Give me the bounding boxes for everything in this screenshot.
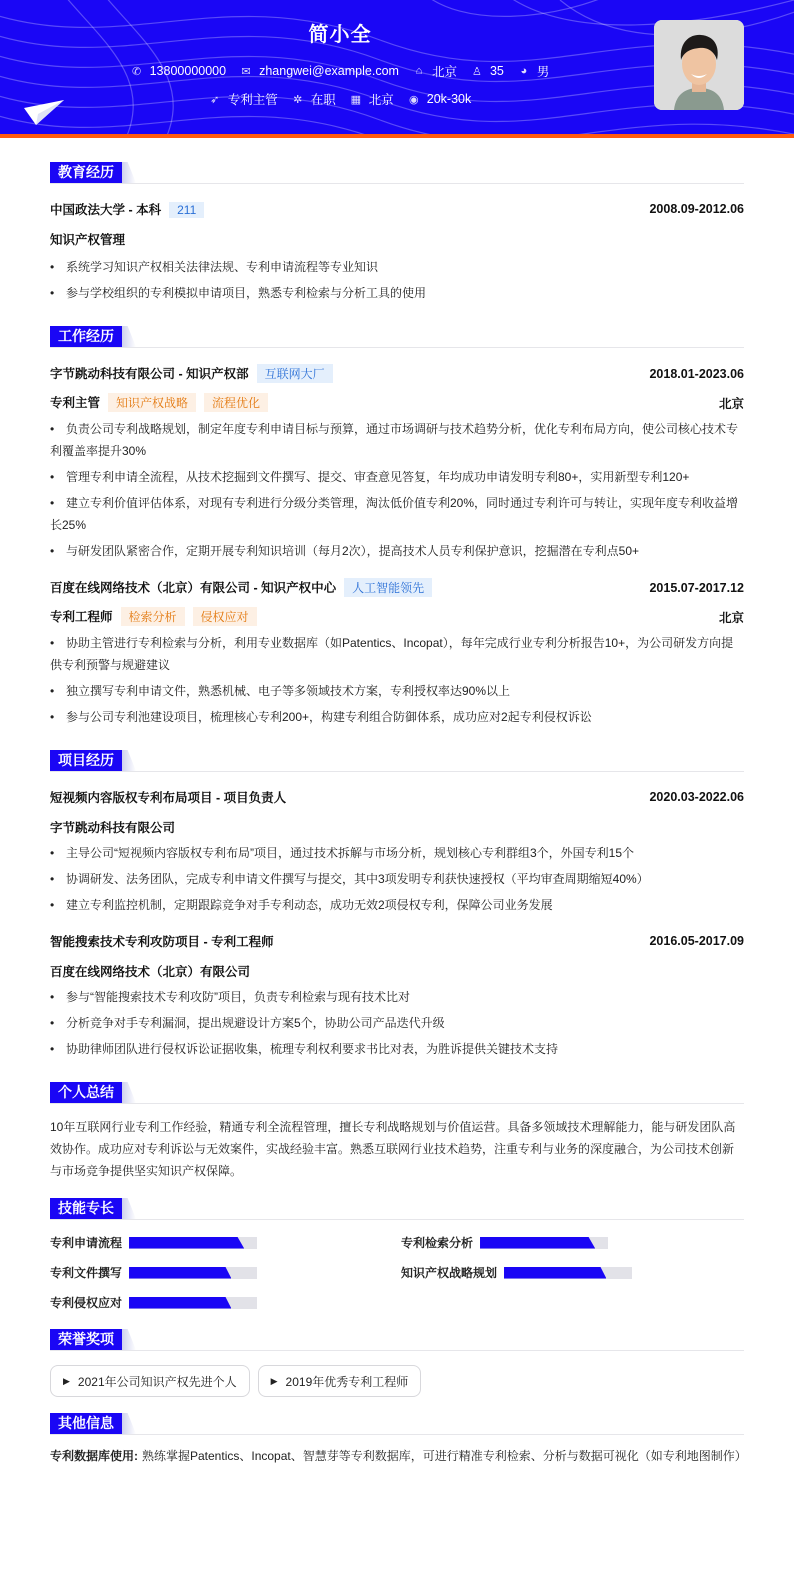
education-date: 2008.09-2012.06 bbox=[649, 202, 744, 216]
salary-info bbox=[408, 92, 471, 106]
school-name: 中国政法大学 - 本科 bbox=[50, 203, 162, 217]
project-bullets bbox=[50, 986, 744, 1060]
skill-item bbox=[50, 1264, 401, 1281]
awards-list bbox=[50, 1365, 744, 1397]
other-info-value: 熟练掌握Patentics、Incopat、智慧芽等专利数据库，可进行精准专利检索、分析与数据可视化（如专利地图制作） bbox=[142, 1449, 747, 1463]
project-date: 2016.05-2017.09 bbox=[649, 934, 744, 948]
skill-item bbox=[401, 1264, 744, 1281]
section-title-other: 其他信息 bbox=[50, 1411, 744, 1435]
skill-item bbox=[401, 1234, 744, 1251]
section-title-awards: 荣誉奖项 bbox=[50, 1327, 744, 1351]
status-text: 在职 bbox=[310, 93, 336, 107]
project-name: 智能搜索技术专利攻防项目 - 专利工程师 bbox=[50, 935, 274, 949]
list-item: • 负责公司专利战略规划，制定年度专利申请目标与预算，通过市场调研与技术趋势分析，优化专利布局方向，使公司核心技术专利覆盖率提升30% bbox=[50, 418, 744, 462]
education-entry bbox=[50, 200, 744, 218]
age-text: 35 bbox=[489, 64, 504, 78]
work-entry-header bbox=[50, 364, 744, 383]
major: 知识产权管理 bbox=[50, 233, 126, 247]
list-item: • 建立专利监控机制，定期跟踪竞争对手专利动态，成功无效2项侵权专利，保障公司业务发展 bbox=[50, 894, 744, 916]
skill-bar bbox=[129, 1267, 257, 1279]
gender-text: 男 bbox=[536, 65, 550, 79]
work-bullets bbox=[50, 418, 744, 562]
role-tag: 检索分析 bbox=[121, 607, 185, 626]
skill-bar bbox=[129, 1237, 257, 1249]
role-tag: 流程优化 bbox=[204, 393, 268, 412]
triangle-right-icon: ▶ bbox=[270, 1375, 278, 1386]
gender-icon: ◕ bbox=[520, 65, 528, 77]
list-item: • 主导公司“短视频内容版权专利布局”项目，通过技术拆解与市场分析，规划核心专利群组3个，外国专利15个 bbox=[50, 842, 744, 864]
list-item: • 参与学校组织的专利模拟申请项目，熟悉专利检索与分析工具的使用 bbox=[50, 282, 744, 304]
skill-item bbox=[50, 1234, 401, 1251]
role-tag: 侵权应对 bbox=[193, 607, 257, 626]
project-entry-header bbox=[50, 932, 744, 950]
skill-name: 知识产权战略规划 bbox=[401, 1266, 498, 1280]
list-item: • 参与“智能搜索技术专利攻防”项目，负责专利检索与现有技术比对 bbox=[50, 986, 744, 1008]
salary-text: 20k-30k bbox=[426, 92, 472, 106]
phone-info bbox=[131, 64, 226, 78]
avatar-photo bbox=[654, 20, 744, 110]
skill-name: 专利检索分析 bbox=[401, 1236, 474, 1250]
list-item: • 建立专利价值评估体系，对现有专利进行分级分类管理，淘汰低价值专利20%，同时通过专利许可与转让，实现年度专利收益增长25% bbox=[50, 492, 744, 536]
position-text: 专利主管 bbox=[227, 93, 278, 107]
role-tag: 知识产权战略 bbox=[108, 393, 196, 412]
project-name: 短视频内容版权专利布局项目 - 项目负责人 bbox=[50, 791, 287, 805]
skill-name: 专利侵权应对 bbox=[50, 1296, 123, 1310]
other-info-key: 专利数据库使用: bbox=[50, 1449, 138, 1463]
list-item: • 协调研发、法务团队，完成专利申请文件撰写与提交，其中3项发明专利获快速授权（平均审查周期缩短40%） bbox=[50, 868, 744, 890]
role-title: 专利工程师 bbox=[50, 610, 113, 624]
project-date: 2020.03-2022.06 bbox=[649, 790, 744, 804]
mail-icon: ✉ bbox=[241, 65, 251, 78]
header-accent-bar bbox=[0, 134, 794, 138]
list-item: • 独立撰写专利申请文件，熟悉机械、电子等多领域技术方案，专利授权率达90%以上 bbox=[50, 680, 744, 702]
work-date: 2015.07-2017.12 bbox=[649, 580, 744, 595]
position-info bbox=[209, 90, 278, 108]
email-text: zhangwei@example.com bbox=[259, 64, 399, 78]
age-info bbox=[471, 64, 504, 78]
work-role-row bbox=[50, 607, 744, 626]
section-title-skills: 技能专长 bbox=[50, 1196, 744, 1220]
company-name: 字节跳动科技有限公司 - 知识产权部 bbox=[50, 367, 249, 381]
work-role-row bbox=[50, 393, 744, 412]
contact-row bbox=[0, 62, 680, 80]
section-title-education: 教育经历 bbox=[50, 160, 744, 184]
company-name: 百度在线网络技术（北京）有限公司 - 知识产权中心 bbox=[50, 581, 337, 595]
section-title-projects: 项目经历 bbox=[50, 748, 744, 772]
status-info bbox=[292, 90, 336, 108]
role-title: 专利主管 bbox=[50, 396, 101, 410]
section-title-summary: 个人总结 bbox=[50, 1080, 744, 1104]
skill-name: 专利申请流程 bbox=[50, 1236, 123, 1250]
skill-bar bbox=[504, 1267, 632, 1279]
list-item: • 参与公司专利池建设项目，梳理核心专利200+，构建专利组合防御体系，成功应对2起专利侵权诉讼 bbox=[50, 706, 744, 728]
email-info bbox=[240, 64, 399, 78]
city-info bbox=[413, 62, 457, 80]
award-item: ▶ 2019年优秀专利工程师 bbox=[258, 1365, 422, 1397]
other-info-item bbox=[50, 1445, 747, 1467]
phone-icon: ✆ bbox=[132, 65, 142, 78]
work-date: 2018.01-2023.06 bbox=[649, 366, 744, 381]
triangle-right-icon: ▶ bbox=[63, 1375, 70, 1386]
job-intent-row bbox=[0, 90, 680, 108]
paper-plane-icon bbox=[24, 100, 66, 126]
work-city-text: 北京 bbox=[368, 93, 394, 107]
gender-info bbox=[518, 62, 550, 80]
work-location: 北京 bbox=[718, 610, 744, 625]
project-company: 百度在线网络技术（北京）有限公司 bbox=[50, 965, 251, 979]
list-item: • 分析竞争对手专利漏洞，提出规避设计方案5个，协助公司产品迭代升级 bbox=[50, 1012, 744, 1034]
education-bullets bbox=[50, 256, 744, 304]
building-icon: ▦ bbox=[350, 93, 361, 106]
resume-header bbox=[0, 0, 794, 138]
company-tag: 互联网大厂 bbox=[257, 364, 333, 383]
award-item: ▶ 2021年公司知识产权先进个人 bbox=[50, 1365, 250, 1397]
work-bullets bbox=[50, 632, 744, 728]
work-city-info bbox=[350, 90, 394, 108]
skill-bar bbox=[480, 1237, 608, 1249]
phone-text: 13800000000 bbox=[149, 64, 227, 78]
list-item: • 协助主管进行专利检索与分析，利用专业数据库（如Patentics、Incopat），每年完成行业专利分析报告10+，为公司研发方向提供专利预警与规避建议 bbox=[50, 632, 744, 676]
list-item: • 与研发团队紧密合作，定期开展专利知识培训（每月2次），提高技术人员专利保护意识，挖掘潜在专利点50+ bbox=[50, 540, 744, 562]
project-bullets bbox=[50, 842, 744, 916]
list-item: • 协助律师团队进行侵权诉讼证据收集，梳理专利权利要求书比对表，为胜诉提供关键技术支持 bbox=[50, 1038, 744, 1060]
city-text: 北京 bbox=[431, 65, 457, 79]
project-entry-header bbox=[50, 788, 744, 806]
list-item: • 管理专利申请全流程，从技术挖掘到文件撰写、提交、审查意见答复，年均成功申请发明专利80+，实用新型专利120+ bbox=[50, 466, 744, 488]
summary-text: 10年互联网行业专利工作经验，精通专利全流程管理，擅长专利战略规划与价值运营。具备多领域技术理解能力，能与研发团队高效协作。成功应对专利诉讼与无效案件，实战经验丰富。熟悉互联网行业技术趋势，注重专利与业务的深度融合，为公司技术创新与市场竞争提供坚实知识产权保障。 bbox=[50, 1120, 736, 1178]
section-title-work: 工作经历 bbox=[50, 324, 744, 348]
send-icon: ➶ bbox=[210, 93, 220, 106]
list-item: • 系统学习知识产权相关法律法规、专利申请流程等专业知识 bbox=[50, 256, 744, 278]
company-tag: 人工智能领先 bbox=[344, 578, 432, 597]
skill-bar bbox=[129, 1297, 257, 1309]
candidate-name: 简小全 bbox=[308, 24, 372, 46]
school-tag: 211 bbox=[169, 202, 204, 218]
skill-item bbox=[50, 1294, 401, 1311]
salary-icon: ◉ bbox=[408, 93, 419, 106]
project-company: 字节跳动科技有限公司 bbox=[50, 821, 176, 835]
work-location: 北京 bbox=[718, 396, 744, 411]
age-icon: ♙ bbox=[472, 65, 482, 78]
skill-name: 专利文件撰写 bbox=[50, 1266, 123, 1280]
resume-body bbox=[50, 160, 747, 1467]
work-entry-header bbox=[50, 578, 744, 597]
skills-grid bbox=[50, 1234, 744, 1311]
status-icon: ✲ bbox=[293, 93, 303, 106]
home-icon: ⌂ bbox=[415, 65, 423, 77]
